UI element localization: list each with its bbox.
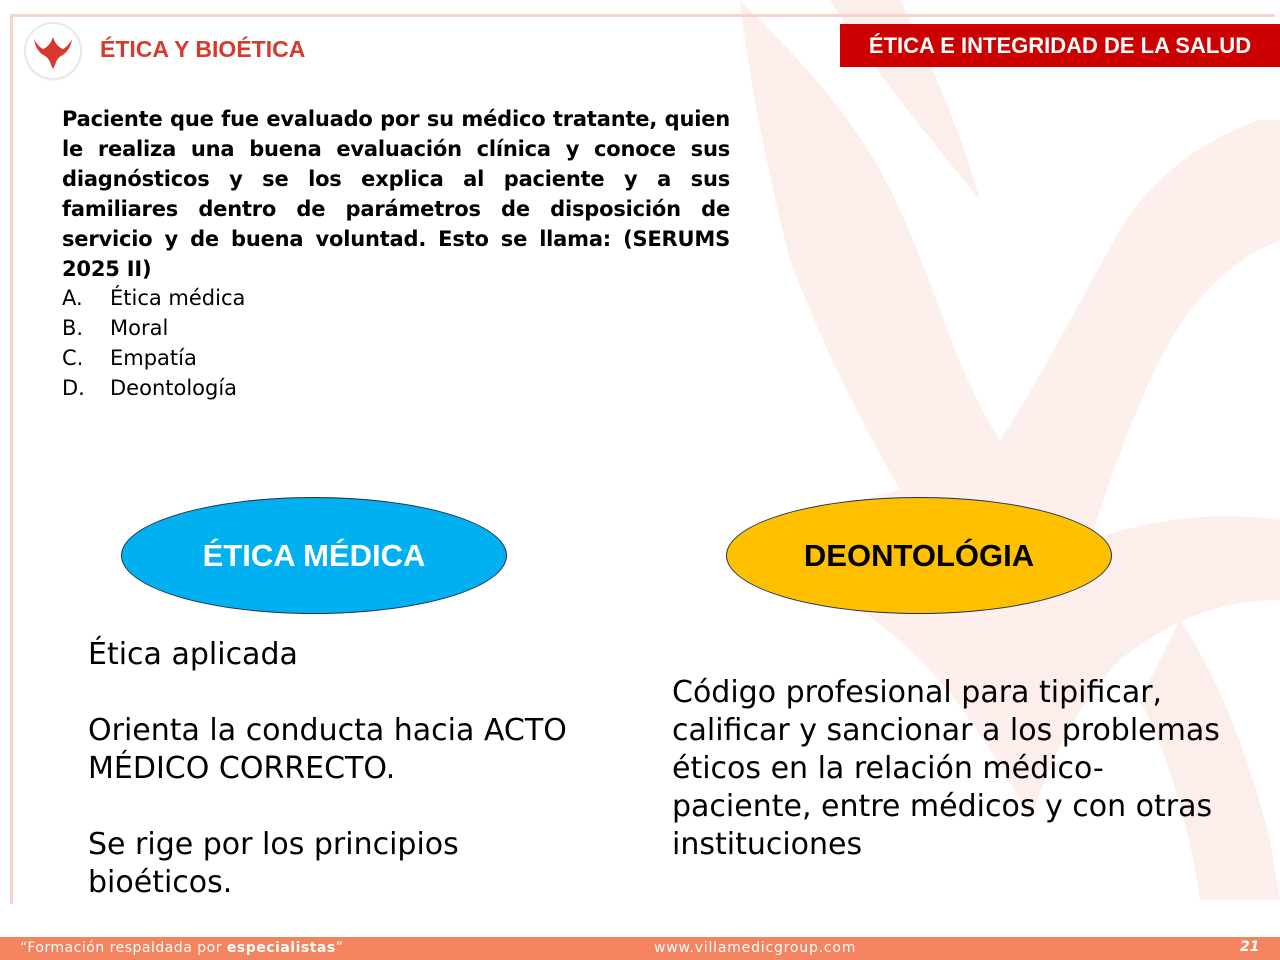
etica-medica-definition [88,636,568,940]
option-c [62,343,245,373]
footer-bar [0,937,1280,960]
deontologia-definition: Código profesional para tipificar, calificar y sancionar a los problemas éticos en la relación médico-paciente, entre médicos y con otras instituciones [672,675,1220,862]
question-text: Paciente que fue evaluado por su médico tratante, quien le realiza una buena evaluación clínica y conoce sus diagnósticos y se los explica al paciente y a sus familiares dentro de parámetros de disposición de servicio y de buena voluntad. Esto se llama: (SERUMS 2025 II) [62,107,730,281]
option-letter: D. [62,376,85,400]
option-letter: C. [62,346,84,370]
slogan-bold: especialistas [226,940,336,956]
slogan-suffix: ” [335,940,344,956]
option-letter: B. [62,316,84,340]
etica-medica-ellipse [121,497,507,614]
page-number: 21 [1240,939,1260,955]
deontologia-ellipse [726,497,1112,614]
phoenix-logo-icon [26,24,80,78]
deontologia-title: DEONTOLÓGIA [803,537,1035,573]
etica-medica-title: ÉTICA MÉDICA [202,537,426,573]
definition-line-2: Orienta la conducta hacia ACTO MÉDICO CORRECTO. [88,713,567,786]
footer-url: www.villamedicgroup.com [654,940,857,956]
option-b [62,313,245,343]
definition-line-1: Ética aplicada [88,637,298,672]
section-banner: ÉTICA E INTEGRIDAD DE LA SALUD [840,24,1280,67]
option-letter: A. [62,286,83,310]
option-text: Deontología [110,376,238,400]
footer-slogan [20,940,343,956]
page-title: ÉTICA Y BIOÉTICA [100,36,306,62]
option-text: Ética médica [110,286,246,310]
slogan-prefix: “Formación respaldada por [20,940,227,956]
definition-line-3: Se rige por los principios bioéticos. [88,827,459,900]
option-text: Moral [110,316,169,340]
option-text: Empatía [110,346,197,370]
option-d [62,373,245,403]
option-a [62,283,245,313]
top-border-line [10,14,1275,17]
left-border-line [10,14,13,904]
answer-options [62,283,245,403]
